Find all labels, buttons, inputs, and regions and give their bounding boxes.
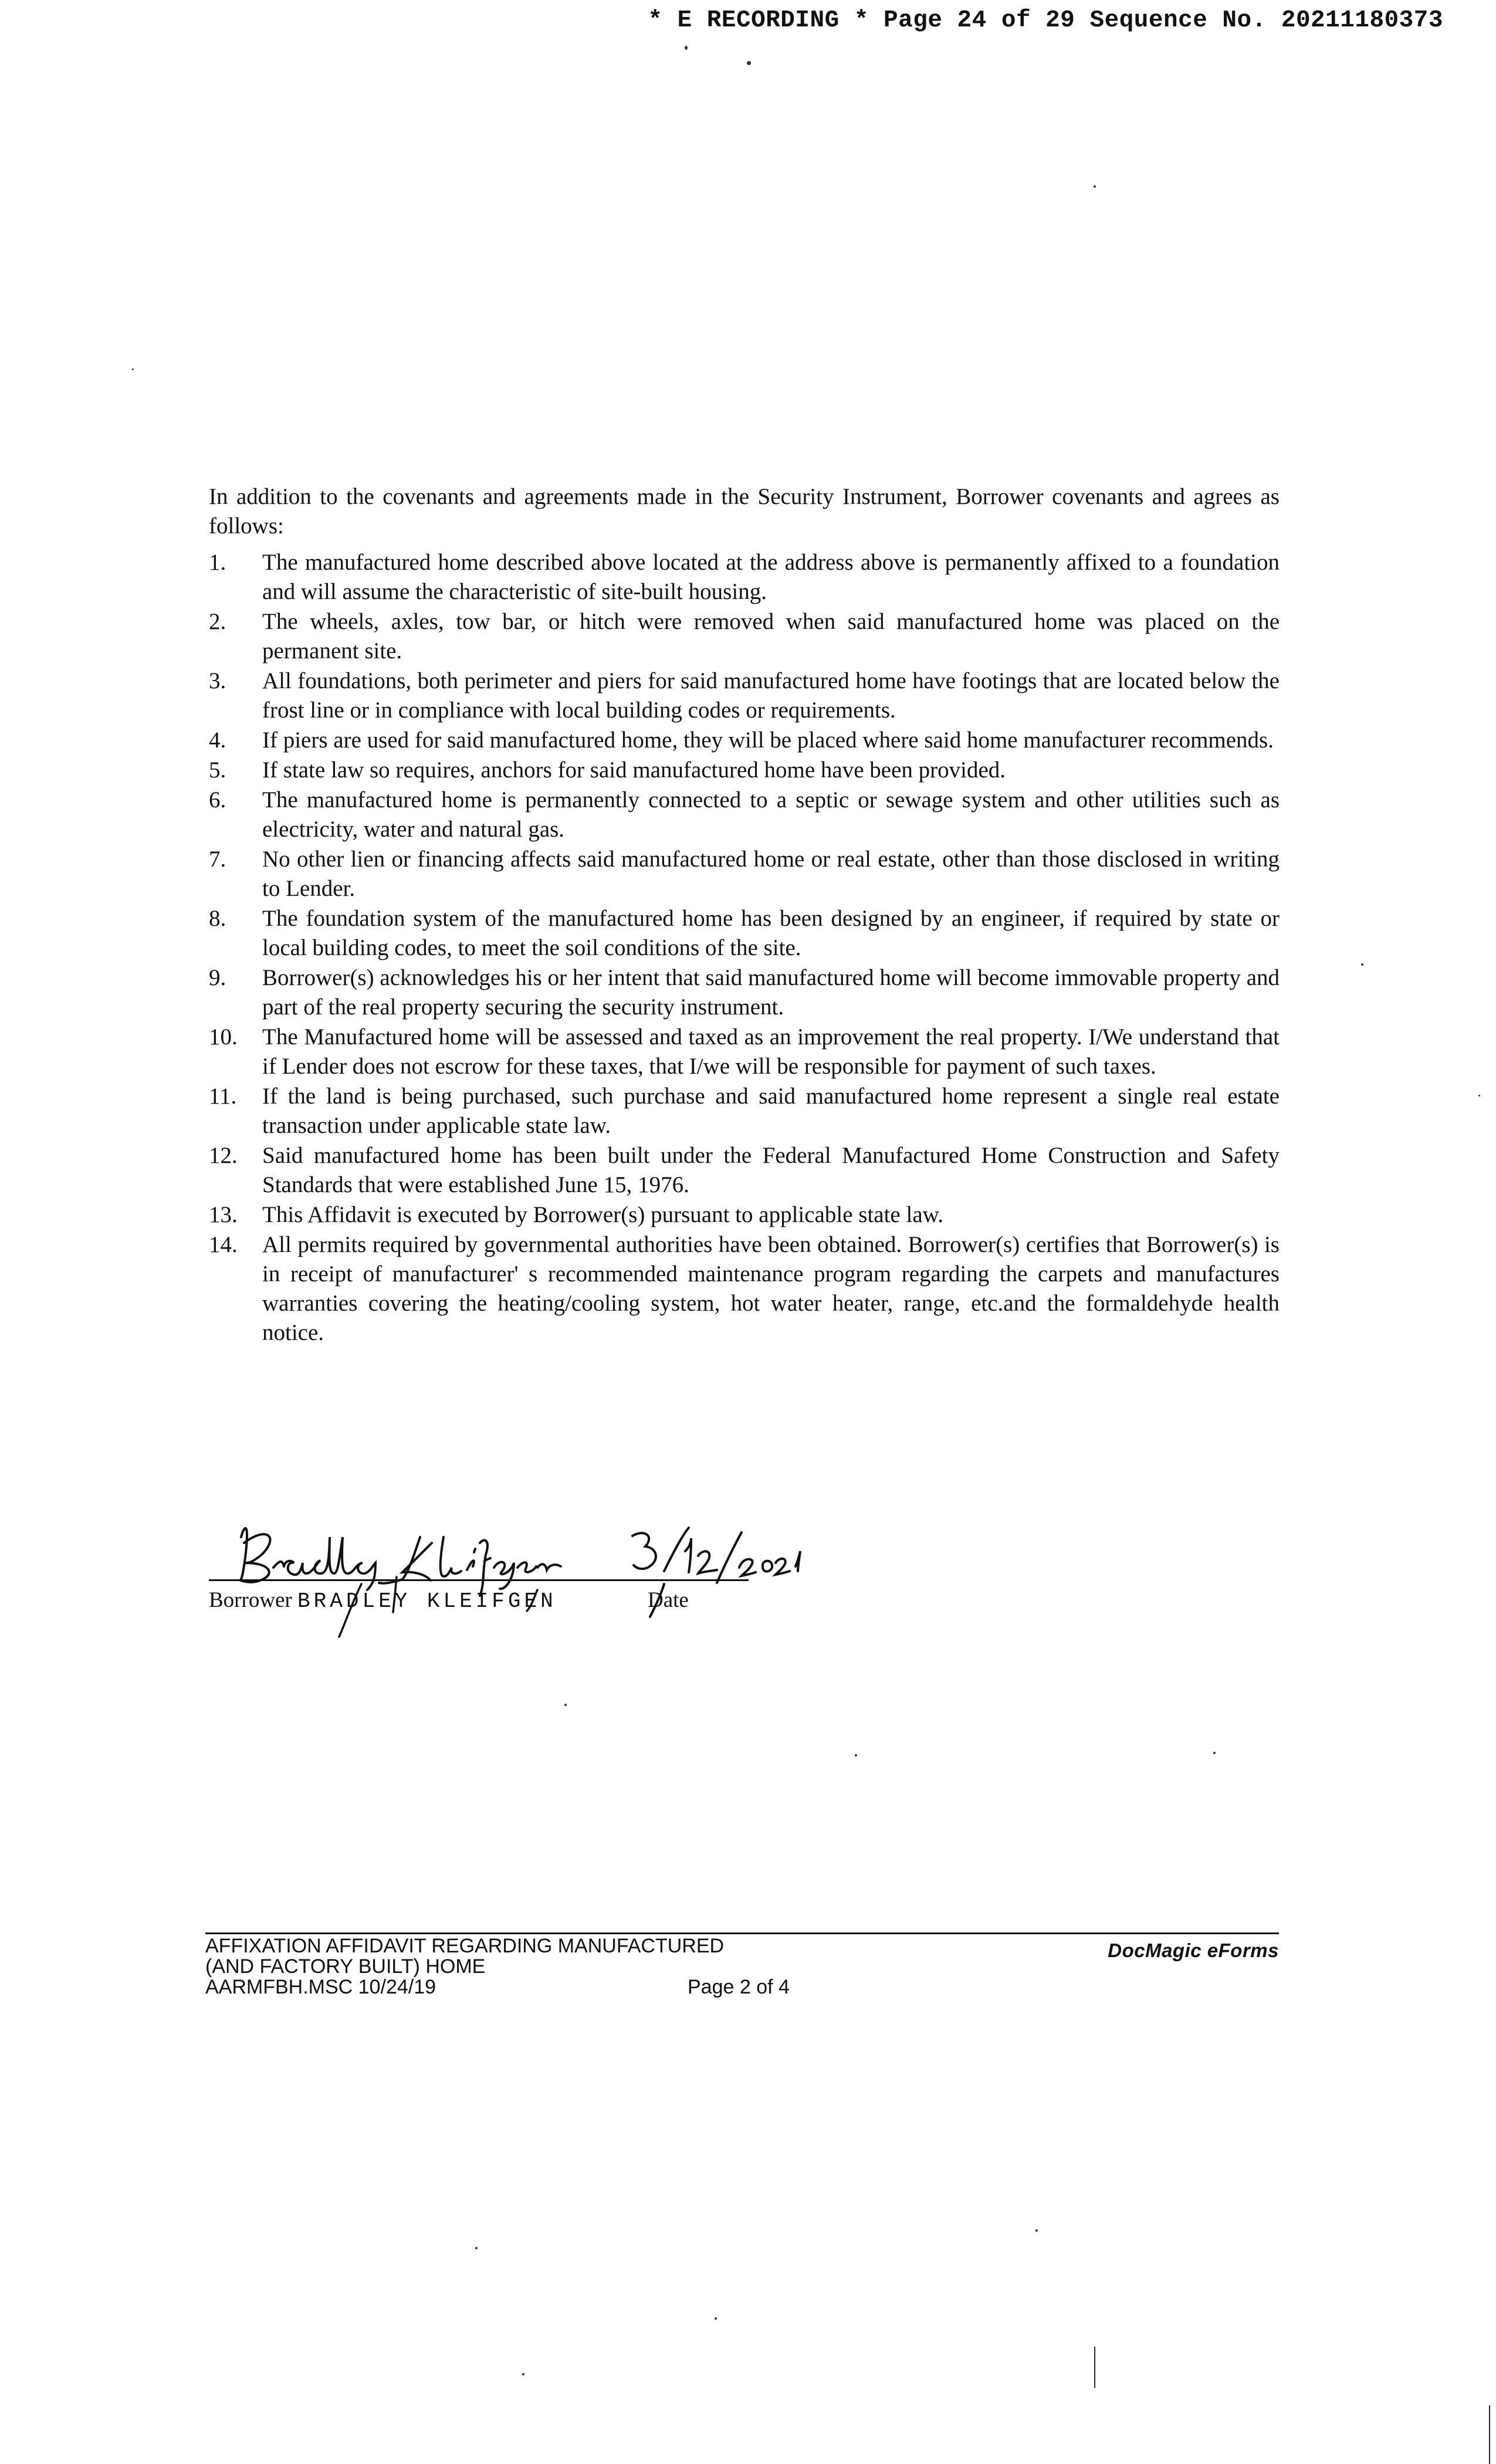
handwritten-signature	[209, 1502, 854, 1654]
covenant-text: All permits required by governmental authorities have been obtained. Borrower(s) certifies that Borrower(s) is in receipt of manufacturer' s recommended maintenance program regarding the carpets and manufactures warranties covering the heating/cooling system, hot water heater, range, etc.and the formaldehyde health notice.	[262, 1232, 1280, 1345]
covenant-item	[209, 904, 1280, 963]
scan-speck	[1478, 1095, 1480, 1096]
scan-speck	[685, 46, 688, 50]
covenant-item	[209, 756, 1280, 785]
date-label: Date	[648, 1588, 689, 1612]
covenant-number: 4.	[209, 727, 226, 753]
covenant-item	[209, 1141, 1280, 1200]
covenant-number: 1.	[209, 550, 226, 575]
covenant-text: All foundations, both perimeter and piers for said manufactured home have footings that are located below the frost line or in compliance with local building codes or requirements.	[262, 668, 1280, 723]
footer-row	[205, 1977, 1279, 1998]
scan-mark	[1094, 2347, 1095, 2388]
footer-title-line-2: (AND FACTORY BUILT) HOME	[205, 1955, 486, 1978]
scan-speck	[855, 1754, 857, 1756]
affidavit-body	[209, 482, 1280, 1348]
recording-header: * E RECORDING * Page 24 of 29 Sequence No. 20211180373	[648, 7, 1443, 34]
covenant-text: The manufactured home is permanently connected to a septic or sewage system and other utilities such as electricity, water and natural gas.	[262, 787, 1280, 842]
covenant-item	[209, 1200, 1280, 1230]
scan-mark	[1489, 2405, 1490, 2464]
covenant-text: Said manufactured home has been built under the Federal Manufactured Home Construction and Safety Standards that were established June 15, 1976.	[262, 1143, 1280, 1197]
scan-speck	[475, 2247, 478, 2249]
covenant-text: The Manufactured home will be assessed and taxed as an improvement the real property. I/We understand that if Lender does not escrow for these taxes, that I/we will be responsible for payment of such taxes.	[262, 1024, 1280, 1079]
covenant-number: 3.	[209, 668, 226, 693]
covenant-text: No other lien or financing affects said manufactured home or real estate, other than those disclosed in writing to Lender.	[262, 847, 1280, 901]
covenant-item	[209, 963, 1280, 1022]
covenant-text: This Affidavit is executed by Borrower(s) pursuant to applicable state law.	[262, 1202, 944, 1227]
covenant-item	[209, 1023, 1280, 1081]
covenant-number: 10.	[209, 1024, 238, 1050]
borrower-name: BRADLEY KLEIFGEN	[297, 1589, 557, 1613]
covenant-text: The manufactured home described above located at the address above is permanently affixed to a foundation and will assume the characteristic of site-built housing.	[262, 550, 1280, 604]
borrower-label: Borrower	[209, 1588, 292, 1612]
covenant-number: 7.	[209, 847, 226, 872]
covenant-number: 14.	[209, 1232, 238, 1257]
covenant-text: Borrower(s) acknowledges his or her intent that said manufactured home will become immovable property and part of the real property securing the security instrument.	[262, 965, 1280, 1020]
signature-line	[209, 1579, 749, 1581]
covenant-item	[209, 726, 1280, 755]
intro-paragraph: In addition to the covenants and agreements made in the Security Instrument, Borrower covenants and agrees as follows:	[209, 484, 1280, 539]
page-number: Page 2 of 4	[688, 1976, 790, 1998]
covenant-text: The foundation system of the manufactured home has been designed by an engineer, if required by state or local building codes, to meet the soil conditions of the site.	[262, 906, 1280, 960]
covenant-number: 11.	[209, 1084, 237, 1109]
covenant-item	[209, 1230, 1280, 1348]
covenant-text: The wheels, axles, tow bar, or hitch were removed when said manufactured home was placed on the permanent site.	[262, 609, 1280, 664]
scan-speck	[522, 2373, 524, 2375]
covenant-item	[209, 607, 1280, 666]
covenant-number: 5.	[209, 757, 226, 783]
covenant-item	[209, 845, 1280, 903]
covenant-number: 9.	[209, 965, 226, 990]
covenant-number: 6.	[209, 787, 226, 813]
form-footer	[205, 1932, 1279, 1998]
borrower-signature-caption	[209, 1588, 557, 1613]
scan-speck	[1361, 963, 1363, 966]
covenant-item	[209, 786, 1280, 844]
docmagic-logo: DocMagic eForms	[1108, 1940, 1279, 1961]
scan-speck	[1094, 185, 1096, 188]
scan-speck	[715, 2317, 717, 2320]
scan-speck	[1213, 1752, 1216, 1754]
scan-speck	[132, 368, 134, 370]
covenant-item	[209, 1082, 1280, 1140]
footer-title-line-1: AFFIXATION AFFIDAVIT REGARDING MANUFACTURED	[205, 1935, 725, 1957]
scan-speck	[747, 61, 751, 65]
covenant-text: If piers are used for said manufactured home, they will be placed where said home manufacturer recommends.	[262, 727, 1274, 753]
scan-speck	[564, 1704, 567, 1706]
covenant-text: If state law so requires, anchors for said manufactured home have been provided.	[262, 757, 1006, 783]
signature-block	[209, 1502, 854, 1654]
covenant-number: 12.	[209, 1143, 238, 1168]
scan-speck	[1035, 2229, 1038, 2232]
covenant-text: If the land is being purchased, such purchase and said manufactured home represent a single real estate transaction under applicable state law.	[262, 1084, 1280, 1138]
covenant-number: 8.	[209, 906, 226, 931]
covenant-item	[209, 666, 1280, 725]
covenant-list	[209, 548, 1280, 1348]
covenant-item	[209, 548, 1280, 607]
covenant-number: 2.	[209, 609, 226, 634]
form-code: AARMFBH.MSC 10/24/19	[205, 1976, 436, 1998]
covenant-number: 13.	[209, 1202, 238, 1227]
